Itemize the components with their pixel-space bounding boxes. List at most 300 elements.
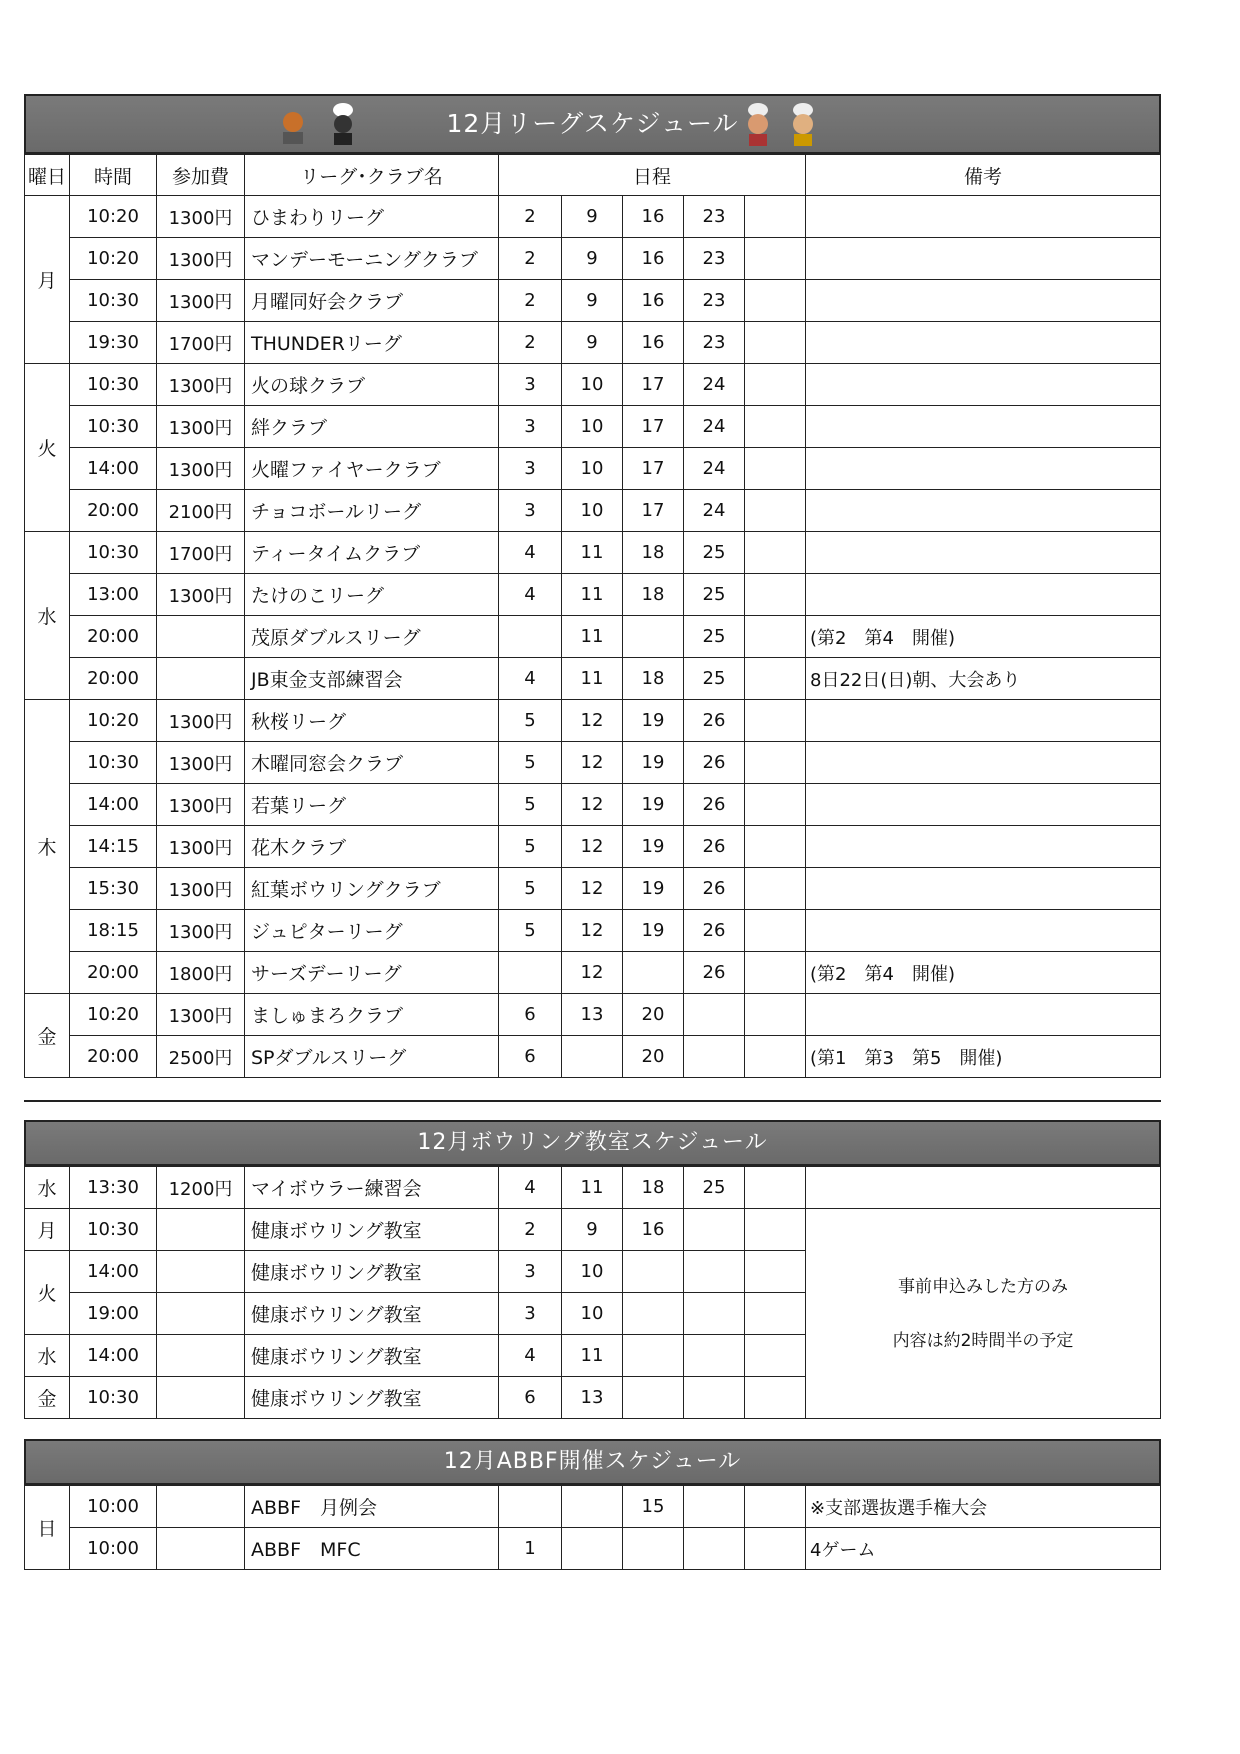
fee-cell	[157, 1209, 245, 1251]
date-cell	[684, 1293, 745, 1335]
table-row	[25, 868, 1161, 910]
date-cell: 11	[562, 574, 623, 616]
date-cell: 12	[562, 826, 623, 868]
note-line: 事前申込みした方のみ	[898, 1276, 1068, 1297]
date-cell: 5	[499, 868, 562, 910]
date-cell	[745, 280, 806, 322]
date-cell: 12	[562, 952, 623, 994]
fee-cell: 1300円	[157, 448, 245, 490]
table-row	[25, 952, 1161, 994]
fee-cell: 1300円	[157, 700, 245, 742]
date-cell: 5	[499, 784, 562, 826]
league-name-cell: マンデーモーニングクラブ	[245, 238, 499, 280]
header-time: 時間	[70, 155, 157, 196]
date-cell: 2	[499, 196, 562, 238]
time-cell: 14:00	[70, 448, 157, 490]
note-cell	[806, 280, 1161, 322]
league-banner	[24, 94, 1161, 154]
date-cell: 4	[499, 1335, 562, 1377]
date-cell: 19	[623, 742, 684, 784]
time-cell: 13:30	[70, 1167, 157, 1209]
date-cell: 12	[562, 742, 623, 784]
fee-cell: 1300円	[157, 868, 245, 910]
table-row	[25, 784, 1161, 826]
date-cell: 3	[499, 448, 562, 490]
day-cell: 日	[25, 1486, 70, 1570]
table-row	[25, 364, 1161, 406]
date-cell: 17	[623, 490, 684, 532]
date-cell: 1	[499, 1528, 562, 1570]
fee-cell: 1800円	[157, 952, 245, 994]
fee-cell	[157, 616, 245, 658]
time-cell: 20:00	[70, 952, 157, 994]
fee-cell: 1700円	[157, 532, 245, 574]
fee-cell	[157, 1486, 245, 1528]
section-gap	[24, 1078, 1161, 1102]
date-cell: 13	[562, 994, 623, 1036]
date-cell: 26	[684, 910, 745, 952]
date-cell: 26	[684, 952, 745, 994]
note-cell: 4ゲーム	[806, 1528, 1161, 1570]
time-cell: 10:20	[70, 700, 157, 742]
time-cell: 14:00	[70, 784, 157, 826]
fee-cell: 1300円	[157, 364, 245, 406]
table-row	[25, 616, 1161, 658]
date-cell: 24	[684, 448, 745, 490]
date-cell	[745, 1528, 806, 1570]
date-cell	[745, 196, 806, 238]
date-cell: 4	[499, 1167, 562, 1209]
date-cell	[684, 1251, 745, 1293]
date-cell: 2	[499, 280, 562, 322]
time-cell: 10:00	[70, 1528, 157, 1570]
date-cell: 17	[623, 406, 684, 448]
date-cell: 15	[623, 1486, 684, 1528]
time-cell: 10:00	[70, 1486, 157, 1528]
day-cell: 月	[25, 1209, 70, 1251]
date-cell: 4	[499, 532, 562, 574]
time-cell: 14:00	[70, 1251, 157, 1293]
date-cell: 26	[684, 868, 745, 910]
time-cell: 13:00	[70, 574, 157, 616]
date-cell: 3	[499, 1251, 562, 1293]
date-cell: 6	[499, 1036, 562, 1078]
date-cell	[562, 1036, 623, 1078]
date-cell: 23	[684, 238, 745, 280]
note-cell	[806, 448, 1161, 490]
league-name-cell: ひまわりリーグ	[245, 196, 499, 238]
date-cell: 11	[562, 616, 623, 658]
date-cell: 2	[499, 238, 562, 280]
time-cell: 10:20	[70, 994, 157, 1036]
league-name-cell: 絆クラブ	[245, 406, 499, 448]
fee-cell: 1300円	[157, 196, 245, 238]
date-cell: 6	[499, 994, 562, 1036]
date-cell: 25	[684, 1167, 745, 1209]
date-cell: 2	[499, 1209, 562, 1251]
date-cell: 12	[562, 868, 623, 910]
fee-cell: 2100円	[157, 490, 245, 532]
date-cell	[745, 994, 806, 1036]
time-cell: 20:00	[70, 490, 157, 532]
date-cell: 5	[499, 910, 562, 952]
date-cell: 18	[623, 574, 684, 616]
league-name-cell: 木曜同窓会クラブ	[245, 742, 499, 784]
date-cell: 23	[684, 196, 745, 238]
league-name-cell: ジュピターリーグ	[245, 910, 499, 952]
lesson-name-cell: 健康ボウリング教室	[245, 1209, 499, 1251]
date-cell: 9	[562, 238, 623, 280]
note-cell	[806, 826, 1161, 868]
date-cell	[745, 1377, 806, 1419]
table-row	[25, 1036, 1161, 1078]
time-cell: 19:00	[70, 1293, 157, 1335]
league-name-cell: ティータイムクラブ	[245, 532, 499, 574]
fee-cell: 1300円	[157, 238, 245, 280]
time-cell: 10:30	[70, 364, 157, 406]
date-cell	[684, 1486, 745, 1528]
date-cell: 10	[562, 364, 623, 406]
fee-cell	[157, 658, 245, 700]
table-row	[25, 1209, 1161, 1251]
date-cell: 26	[684, 700, 745, 742]
header-fee: 参加費	[157, 155, 245, 196]
lesson-name-cell: マイボウラー練習会	[245, 1167, 499, 1209]
date-cell: 16	[623, 280, 684, 322]
time-cell: 20:00	[70, 616, 157, 658]
time-cell: 10:30	[70, 742, 157, 784]
date-cell	[745, 574, 806, 616]
time-cell: 10:30	[70, 406, 157, 448]
league-name-cell: SPダブルスリーグ	[245, 1036, 499, 1078]
date-cell	[745, 826, 806, 868]
header-schedule: 日程	[499, 155, 806, 196]
fee-cell: 1700円	[157, 322, 245, 364]
date-cell: 16	[623, 196, 684, 238]
time-cell: 10:20	[70, 196, 157, 238]
table-row	[25, 280, 1161, 322]
time-cell: 14:15	[70, 826, 157, 868]
date-cell: 9	[562, 196, 623, 238]
date-cell: 11	[562, 1335, 623, 1377]
date-cell: 25	[684, 574, 745, 616]
note-cell	[806, 574, 1161, 616]
date-cell: 17	[623, 448, 684, 490]
date-cell: 25	[684, 532, 745, 574]
note-cell	[806, 1167, 1161, 1209]
date-cell: 19	[623, 826, 684, 868]
date-cell: 5	[499, 742, 562, 784]
date-cell	[745, 1335, 806, 1377]
date-cell	[684, 1209, 745, 1251]
date-cell: 24	[684, 364, 745, 406]
lesson-name-cell: 健康ボウリング教室	[245, 1293, 499, 1335]
fee-cell	[157, 1251, 245, 1293]
note-cell: (第2 第4 開催)	[806, 616, 1161, 658]
table-row	[25, 490, 1161, 532]
fee-cell	[157, 1335, 245, 1377]
date-cell: 18	[623, 1167, 684, 1209]
table-row	[25, 1167, 1161, 1209]
day-cell: 水	[25, 1167, 70, 1209]
date-cell: 17	[623, 364, 684, 406]
date-cell: 10	[562, 1251, 623, 1293]
girl-mascot-icon	[741, 102, 775, 148]
abbf-banner	[24, 1439, 1161, 1485]
table-row	[25, 742, 1161, 784]
lesson-name-cell: 健康ボウリング教室	[245, 1251, 499, 1293]
day-cell: 火	[25, 1251, 70, 1335]
league-name-cell: 月曜同好会クラブ	[245, 280, 499, 322]
date-cell: 19	[623, 700, 684, 742]
date-cell: 26	[684, 784, 745, 826]
date-cell: 26	[684, 826, 745, 868]
time-cell: 10:20	[70, 238, 157, 280]
date-cell	[745, 700, 806, 742]
mascot-icon	[276, 102, 310, 148]
date-cell	[745, 658, 806, 700]
league-name-cell: 火曜ファイヤークラブ	[245, 448, 499, 490]
fee-cell: 1200円	[157, 1167, 245, 1209]
abbf-table	[24, 1485, 1161, 1570]
date-cell	[745, 238, 806, 280]
date-cell: 3	[499, 364, 562, 406]
date-cell: 19	[623, 784, 684, 826]
chef-mascot-icon	[326, 102, 360, 148]
date-cell: 16	[623, 1209, 684, 1251]
time-cell: 10:30	[70, 532, 157, 574]
date-cell	[745, 322, 806, 364]
note-cell	[806, 700, 1161, 742]
date-cell: 20	[623, 1036, 684, 1078]
note-cell	[806, 322, 1161, 364]
date-cell: 19	[623, 868, 684, 910]
table-row	[25, 1528, 1161, 1570]
table-row	[25, 532, 1161, 574]
league-name-cell: 秋桜リーグ	[245, 700, 499, 742]
league-name-cell: 茂原ダブルスリーグ	[245, 616, 499, 658]
lesson-name-cell: 健康ボウリング教室	[245, 1335, 499, 1377]
table-row	[25, 574, 1161, 616]
fee-cell: 2500円	[157, 1036, 245, 1078]
table-row	[25, 322, 1161, 364]
league-title: 12月リーグスケジュール	[446, 109, 739, 138]
date-cell: 16	[623, 322, 684, 364]
date-cell	[745, 952, 806, 994]
date-cell	[745, 910, 806, 952]
day-cell: 金	[25, 994, 70, 1078]
date-cell	[745, 1167, 806, 1209]
table-row	[25, 406, 1161, 448]
note-cell: (第2 第4 開催)	[806, 952, 1161, 994]
date-cell	[745, 448, 806, 490]
date-cell	[623, 616, 684, 658]
table-row	[25, 448, 1161, 490]
note-cell	[806, 994, 1161, 1036]
date-cell: 12	[562, 700, 623, 742]
date-cell	[684, 1528, 745, 1570]
date-cell	[684, 994, 745, 1036]
boy-mascot-icon	[786, 102, 820, 148]
league-name-cell: JB東金支部練習会	[245, 658, 499, 700]
date-cell	[745, 532, 806, 574]
date-cell	[684, 1036, 745, 1078]
date-cell	[745, 490, 806, 532]
league-name-cell: THUNDERリーグ	[245, 322, 499, 364]
date-cell: 19	[623, 910, 684, 952]
time-cell: 10:30	[70, 280, 157, 322]
fee-cell	[157, 1528, 245, 1570]
time-cell: 18:15	[70, 910, 157, 952]
table-row	[25, 196, 1161, 238]
fee-cell	[157, 1293, 245, 1335]
time-cell: 19:30	[70, 322, 157, 364]
date-cell	[745, 1036, 806, 1078]
date-cell: 5	[499, 826, 562, 868]
fee-cell	[157, 1377, 245, 1419]
note-cell: 8日22日(日)朝、大会あり	[806, 658, 1161, 700]
league-table	[24, 154, 1161, 1078]
date-cell: 11	[562, 658, 623, 700]
date-cell: 9	[562, 322, 623, 364]
time-cell: 10:30	[70, 1209, 157, 1251]
date-cell: 5	[499, 700, 562, 742]
fee-cell: 1300円	[157, 406, 245, 448]
note-cell	[806, 238, 1161, 280]
date-cell	[623, 1335, 684, 1377]
note-cell: ※支部選抜選手権大会	[806, 1486, 1161, 1528]
date-cell	[499, 1486, 562, 1528]
time-cell: 20:00	[70, 658, 157, 700]
table-row	[25, 658, 1161, 700]
lesson-name-cell: 健康ボウリング教室	[245, 1377, 499, 1419]
note-cell	[806, 532, 1161, 574]
table-row	[25, 700, 1161, 742]
date-cell: 10	[562, 448, 623, 490]
note-cell	[806, 742, 1161, 784]
date-cell	[745, 364, 806, 406]
date-cell: 24	[684, 406, 745, 448]
date-cell: 10	[562, 490, 623, 532]
note-cell	[806, 868, 1161, 910]
date-cell: 10	[562, 406, 623, 448]
date-cell	[745, 1209, 806, 1251]
table-row	[25, 1486, 1161, 1528]
date-cell	[623, 952, 684, 994]
date-cell: 10	[562, 1293, 623, 1335]
league-header-row	[25, 155, 1161, 196]
time-cell: 14:00	[70, 1335, 157, 1377]
note-line: 内容は約2時間半の予定	[892, 1330, 1074, 1351]
date-cell: 3	[499, 1293, 562, 1335]
date-cell: 24	[684, 490, 745, 532]
note-cell	[806, 784, 1161, 826]
date-cell	[684, 1335, 745, 1377]
league-name-cell: 紅葉ボウリングクラブ	[245, 868, 499, 910]
day-cell: 水	[25, 1335, 70, 1377]
fee-cell: 1300円	[157, 742, 245, 784]
league-name-cell: たけのこリーグ	[245, 574, 499, 616]
table-row	[25, 238, 1161, 280]
date-cell	[745, 1293, 806, 1335]
league-name-cell: ましゅまろクラブ	[245, 994, 499, 1036]
fee-cell: 1300円	[157, 574, 245, 616]
fee-cell: 1300円	[157, 280, 245, 322]
date-cell: 3	[499, 406, 562, 448]
date-cell	[499, 616, 562, 658]
table-row	[25, 910, 1161, 952]
fee-cell: 1300円	[157, 784, 245, 826]
time-cell: 15:30	[70, 868, 157, 910]
date-cell	[745, 742, 806, 784]
date-cell: 25	[684, 616, 745, 658]
note-cell	[806, 196, 1161, 238]
header-day: 曜日	[25, 155, 70, 196]
date-cell	[745, 406, 806, 448]
date-cell: 4	[499, 574, 562, 616]
league-name-cell: 若葉リーグ	[245, 784, 499, 826]
date-cell	[745, 1251, 806, 1293]
header-name: リーグ･クラブ名	[245, 155, 499, 196]
schedule-sheet	[24, 94, 1161, 1570]
day-cell: 火	[25, 364, 70, 532]
date-cell: 12	[562, 784, 623, 826]
date-cell	[745, 616, 806, 658]
date-cell: 23	[684, 322, 745, 364]
lesson-note-cell	[806, 1209, 1161, 1419]
lesson-banner	[24, 1120, 1161, 1166]
date-cell: 16	[623, 238, 684, 280]
lesson-table	[24, 1166, 1161, 1419]
date-cell: 4	[499, 658, 562, 700]
day-cell: 金	[25, 1377, 70, 1419]
league-name-cell: 火の球クラブ	[245, 364, 499, 406]
abbf-name-cell: ABBF MFC	[245, 1528, 499, 1570]
date-cell: 13	[562, 1377, 623, 1419]
league-name-cell: チョコボールリーグ	[245, 490, 499, 532]
table-row	[25, 826, 1161, 868]
fee-cell: 1300円	[157, 910, 245, 952]
date-cell	[745, 784, 806, 826]
lesson-title: 12月ボウリング教室スケジュール	[417, 1130, 768, 1155]
fee-cell: 1300円	[157, 826, 245, 868]
date-cell: 23	[684, 280, 745, 322]
date-cell	[745, 1486, 806, 1528]
note-cell: (第1 第3 第5 開催)	[806, 1036, 1161, 1078]
date-cell: 26	[684, 742, 745, 784]
date-cell: 2	[499, 322, 562, 364]
day-cell: 木	[25, 700, 70, 994]
date-cell	[623, 1293, 684, 1335]
date-cell: 9	[562, 280, 623, 322]
note-cell	[806, 406, 1161, 448]
abbf-name-cell: ABBF 月例会	[245, 1486, 499, 1528]
date-cell: 11	[562, 532, 623, 574]
date-cell: 9	[562, 1209, 623, 1251]
date-cell: 12	[562, 910, 623, 952]
date-cell	[499, 952, 562, 994]
date-cell: 25	[684, 658, 745, 700]
day-cell: 月	[25, 196, 70, 364]
note-cell	[806, 910, 1161, 952]
date-cell	[745, 868, 806, 910]
date-cell	[623, 1251, 684, 1293]
date-cell	[623, 1377, 684, 1419]
day-cell: 水	[25, 532, 70, 700]
date-cell: 18	[623, 532, 684, 574]
date-cell: 20	[623, 994, 684, 1036]
fee-cell: 1300円	[157, 994, 245, 1036]
